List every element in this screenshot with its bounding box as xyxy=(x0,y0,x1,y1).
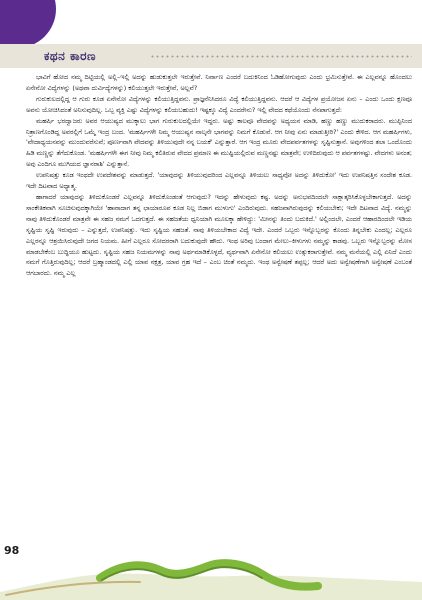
paragraph: ಉಪನಿಷತ್ತು ಕೂಡ ಇಂಥದೇ ಉಪದೇಶವನ್ನು ಮಾಡುತ್ತದೆ. 'ಯಾವುದನ್ನು ತಿಳಿಯುವುದರಿಂದ ಎಲ್ಲವನ್ನೂ ತಿಳಿಯಲು ಸಾಧ್ಯವೋ ಅದನ್ನು ತಿಳಿದುಕೋ' ಇದು ಉಪನಿಷತ್ತಿನ ಸಂದೇಶ ಕೂಡ. ಇದೇ ದಿಟವಾದ ಅಧ್ಯಾತ್ಮ. xyxy=(26,171,412,191)
paragraph: ಮಹರ್ಷಿ ಭರದ್ವಾಜರು ಅವರ ಆಯುಷ್ಯದ ಮುಕ್ಕಾಲು ಭಾಗ ಗುರುಕುಲದಲ್ಲಿಯೇ ಇದ್ದರು. ಅಷ್ಟು ಕಾಲವೂ ವೇದವನ್ನು ಅಧ್ಯಯನ ಮಾಡಿ, ಹಣ್ಣು ಹಣ್ಣು ಮುದುಕರಾದರು. ಮುಪ್ಪಿನಿಂದ ನಿತ್ರಾಣಗೊಂಡಿದ್ದ ಅವರಲ್ಲಿಗೆ ಒಮ್ಮೆ ಇಂದ್ರ ಬಂದ. 'ಮಹರ್ಷಿಗಳೇ ನಿಮ್ಮ ಆಯುಷ್ಯನ ನಾಲ್ಕನೇ ಭಾಗವನ್ನು ನಿಮಗೆ ಕೊಡುವೆ. ಆಗ ನೀವು ಏನು ಮಾಡುತ್ತೀರಿ?' ಎಂದು ಕೇಳಿದ. ಆಗ ಮಹರ್ಷಿಗಳು, 'ವೇದಾಧ್ಯಯನವನ್ನು ಮುಂದುವರೆಸುವೆ; ಪೂರ್ಣವಾಗಿ ವೇದವನ್ನು ತಿಳಿಯುವುದೇ ನನ್ನ ಬಯಕೆ' ಎನ್ನುತ್ತಾರೆ. ಆಗ ಇಂದ್ರ ಮೂರು ವೇದಪರ್ವತಗಳನ್ನು ಸೃಷ್ಟಿಸುತ್ತಾನೆ. ಅವುಗಳಿಂದ ತಲಾ ಒಂದೊಂದು ಹಿಡಿ ಮಣ್ಣನ್ನು ತೆಗೆದುಕೊಂಡ. 'ಮಹರ್ಷಿಗಳೇ ಈಗ ನೀವು ನಿಮ್ಮ ಕಲಿತಿರುವ ವೇದದ ಪ್ರಮಾಣ ಈ ಮುಷ್ಟಿಯಲ್ಲಿರುವ ಮಣ್ಣನಷ್ಟು ಮಾತ್ರವೇ; ಉಳಿದಿರುವುದು ಆ ಪರ್ವತಗಳಷ್ಟು. ವೇದಗಳು ಅನಂತ; ಅವು ಎಂದಿಗೂ ಮುಗಿಯದ ಜ್ಞಾನರಾಶಿ' ಎನ್ನುತ್ತಾನೆ. xyxy=(26,116,412,169)
grass-icon xyxy=(0,574,422,600)
body-text xyxy=(26,72,412,279)
paragraph: ಭಾವಿಗೆ ಹೋದ ನಮ್ಮ ದಿಟ್ಟಿಯಲ್ಲಿ ಅಲ್ಲಿ–ಇಲ್ಲಿ ಅದನ್ನು ಹುಡುಕುತ್ತಲೇ ಇರುತ್ತೇವೆ. ನಿರ್ವಾಣ ಎಂದರೆ ಬದುಕಿನಿಂದ ಓಡಿಹೋಗುವುದು ಎಂದು ಭ್ರಮಿಸುತ್ತೇವೆ. ಈ ಎಲ್ಲವನ್ನೂ ಹೊಂದಲು ಏನೇನೋ ವಿದ್ಯೆಗಳನ್ನು (ಅಥವಾ ದುರ್ವಿದ್ಯೆಗಳನ್ನು) ಕಲಿಯುತ್ತಲೇ ಇರುತ್ತೇವೆ, ಅಲ್ಲವೆ? xyxy=(26,73,412,92)
dotted-rule xyxy=(150,55,412,58)
purple-circle-decoration xyxy=(0,0,56,48)
caterpillar-illustration xyxy=(0,548,422,600)
chapter-title: ಕಥನ ಕಾರಣ xyxy=(44,49,96,63)
page-number: 98 xyxy=(4,544,20,557)
paragraph: ಹಾಗಾದರೆ ಯಾವುದನ್ನು ತಿಳಿದುಕೊಂಡರೆ ಎಲ್ಲವನ್ನೂ ತಿಳಿದುಕೊಂಡಂತೆ ಆಗುವುದು? ಇದನ್ನು ಹೇಳುವುದು ಕಷ್ಟ. ಅದನ್ನು ಅನುಭವದಿಂದಲೇ ಸಾಕ್ಷಾತ್ಕರಿಸಿಕೊಳ್ಳಬೇಕಾಗುತ್ತದೆ. ಅದನ್ನು ಸಾಂಕೇತಿಕವಾಗಿ ಸೂಚಿಸುವುದಕ್ಕಾಗಿಯೇ 'ಹಾವಾದಾಗ ತನ್ನ ಛಾಯಾರೂಪ ಕೂಡ ನಿಲ್ಲ ಬಿಡಾಗ ಮುಳುಗು' ಎಂದಿರುವುದು. ಸಹಜವಾಗಿರುವುದನ್ನು ಕಲಿಯಬೇಕು; ಇದೇ ದಿಟವಾದ ವಿದ್ಯೆ. ನಮ್ಮನ್ನು ನಾವು ತಿಳಿದುಕೊಂಡರೆ ಮಾತ್ರವೇ ಈ ಸಹಜ ನಮಗೆ ಒದಗುತ್ತದೆ. ಈ ಸಹಜತೆಯ ಧ್ವನಿಯಾಗಿ ಮೂಲಕ್ಕಾ ಹೇಳಿದ್ದು: 'ಮೀನನ್ನು ತಿಂದು ಬದುಕಿದೆ.' ಅಲ್ಲಿಂದಲೇ, ಎಂದರೆ ಆಹಾರದಿಂದಲೇ ಇಡಿಯ ಸೃಷ್ಟಿಯ ಸೃಷ್ಟಿ ಇರುವುದು – ಎನ್ನುತ್ತದೆ, ಉಪನಿಷತ್ತು. ಇದು ಸೃಷ್ಟಿಯ ಸಹಜತೆ. ನಾವು ತಿಳಿಯಬೇಕಾದ ವಿದ್ಯೆ ಇದೇ. ಎಂದರೆ ಒಬ್ಬರು ಇನ್ನೊಬ್ಬರನ್ನು ಕೊಂದು ತಿನ್ನಬೇಕು ಎಂದಲ್ಲ; ಎಲ್ಲರೂ ಎಲ್ಲರನ್ನೂ ಆಶ್ರಯಿಸಿರುವುದೇ ಜಗದ ನಿಯಮ. ಹೀಗೆ ಎಲ್ಲರೂ ಸೋದರರಾಗಿ ಬದುಕುವುದೇ ಹೌದು. ಇಂಥ ಅರಿವು ಬಂದಾಗ ಮೇಲು–ಕೀಳುಗಳು ನಮ್ಮನ್ನು ಕಾಡವು. ಒಬ್ಬರು ಇನ್ನೊಬ್ಬರನ್ನು ಮೋಸ ಮಾಡಬೇಕೆಂಬ ಬುದ್ಧಿಯೂ ಹುಟ್ಟದು. ಸೃಷ್ಟಿಯ ಸಹಜ ನಿಯಮಗಳನ್ನು ನಾವು ಅರ್ಥಮಾಡಿಕೊಳ್ಳದೆ, ವ್ಯರ್ಥವಾಗಿ ಏನೇನೋ ಕಲಿಯಲು ಉತ್ಸುಕರಾಗುತ್ತೇವೆ. ನಮ್ಮ ಮನೆಯಲ್ಲಿ ಎಲ್ಲಿ ಏನಿದೆ ಎಂದು ನಮಗೆ ಗೊತ್ತಿರುವುದಿಲ್ಲ; ಆದರೆ ಬ್ರಹ್ಮಾಂಡದಲ್ಲಿ ಎಲ್ಲಿ ಯಾವ ನಕ್ಷತ್ರ, ಯಾವ ಗ್ರಹ ಇದೆ – ಎಂಬ ಚಿಂತೆ ನಮ್ಮದು. ಇಂಥ ಅನ್ವೇಷಣೆ ತಪ್ಪಲ್ಲ; ಆದರೆ ಅದು ಅನ್ವೇಷಣೆಗಾಗಿ ಅನ್ವೇಷಣೆ ಎಂಬಂತೆ ಆಗಬಾರದು. ನಮ್ಮ ಎಲ್ಲ xyxy=(26,192,412,278)
paragraph: ಗುರುಕುಲದಲ್ಲಿದ್ದ ಆ ಗುರು ಕೂಡ ಏನೇನೋ ವಿದ್ಯೆಗಳನ್ನು ಕಲಿಯುತ್ತಿದ್ದವನು. ಪ್ರಾಜ್ಞನೆನಿಸಿದರೂ ವಿದ್ಯೆ ಕಲಿಯುತ್ತಿದ್ದವನು. ಆದರೆ ಆ ವಿದ್ಯೆಗಳ ಪ್ರಯೋಜನ ಏನು – ಎಂದು ಒಂದು ಕ್ಷಣವೂ ಅವನು ಯೋಚಿಸಿದಂತೆ ಅನಿಸುವುದಿಲ್ಲ. ಒಬ್ಬ ವ್ಯಕ್ತಿ ಎಷ್ಟು ವಿದ್ಯೆಗಳನ್ನು ಕಲಿಯಬಹುದು! ಇಷ್ಟಕ್ಕೂ ವಿದ್ಯೆ ಎಂದರೇನು? ಇಲ್ಲಿ ವೇದದ ಕಥೆಯೊಂದು ನೆನಪಾಗುತ್ತದೆ: xyxy=(26,94,412,114)
